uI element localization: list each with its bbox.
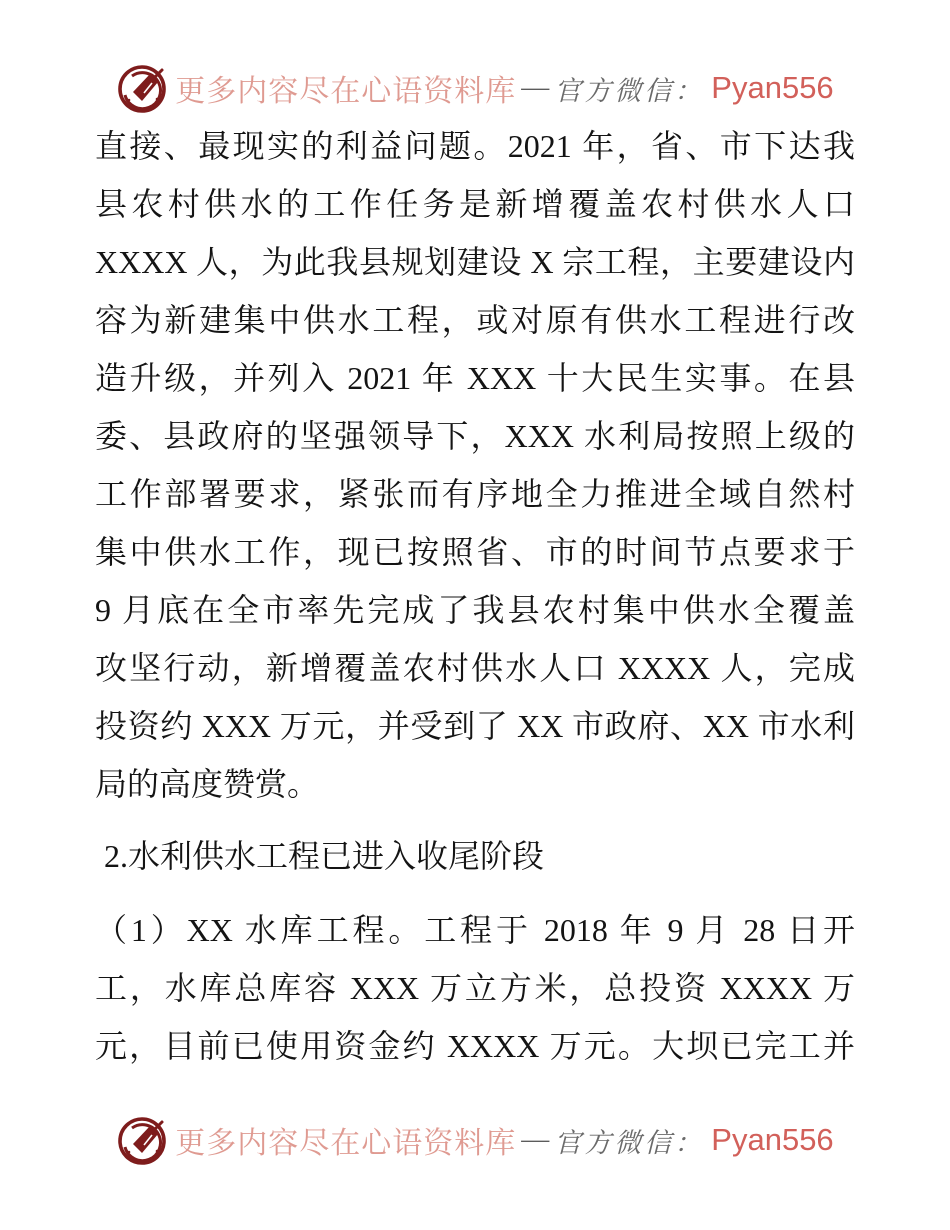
body-line: 投资约 XXX 万元，并受到了 XX 市政府、XX 市水利 xyxy=(95,708,855,744)
body-line: 容为新建集中供水工程，或对原有供水工程进行改 xyxy=(95,302,855,338)
body-line: 元，目前已使用资金约 XXXX 万元。大坝已完工并 xyxy=(95,1028,855,1064)
body-line: 委、县政府的坚强领导下，XXX 水利局按照上级的 xyxy=(95,418,855,454)
body-line: 攻坚行动，新增覆盖农村供水人口 XXXX 人，完成 xyxy=(95,650,855,686)
header-watermark xyxy=(0,62,950,114)
body-line: 集中供水工作，现已按照省、市的时间节点要求于 xyxy=(95,534,855,570)
watermark-wechat-label: 官方微信： xyxy=(554,75,705,106)
watermark-brand-text: 更多内容尽在心语资料库 xyxy=(175,75,517,108)
watermark-brand-text: 更多内容尽在心语资料库 xyxy=(175,1127,517,1160)
body-line: 县农村供水的工作任务是新增覆盖农村供水人口 xyxy=(95,186,855,222)
watermark-dash: — xyxy=(521,1124,550,1155)
watermark-wechat-label: 官方微信： xyxy=(554,1127,705,1158)
watermark-wechat-id: Pyan556 xyxy=(711,70,834,105)
body-line: （1）XX 水库工程。工程于 2018 年 9 月 28 日开 xyxy=(95,912,855,948)
document-body xyxy=(95,117,855,1075)
body-line: 造升级，并列入 2021 年 XXX 十大民生实事。在县 xyxy=(95,360,855,396)
body-line: 工，水库总库容 XXX 万立方米，总投资 XXXX 万 xyxy=(95,970,855,1006)
body-line: 工作部署要求，紧张而有序地全力推进全域自然村 xyxy=(95,476,855,512)
watermark-wechat-id: Pyan556 xyxy=(711,1122,834,1157)
body-line: XXXX 人，为此我县规划建设 X 宗工程，主要建设内 xyxy=(95,244,855,280)
footer-watermark xyxy=(0,1114,950,1166)
pen-circle-logo-icon xyxy=(116,62,168,114)
section-heading: 2.水利供水工程已进入收尾阶段 xyxy=(104,838,545,874)
body-line: 直接、最现实的利益问题。2021 年，省、市下达我 xyxy=(95,128,855,164)
body-line: 9 月底在全市率先完成了我县农村集中供水全覆盖 xyxy=(95,592,855,628)
pen-circle-logo-icon xyxy=(116,1114,168,1166)
body-line: 局的高度赞赏。 xyxy=(95,766,320,802)
watermark-dash: — xyxy=(521,72,550,103)
